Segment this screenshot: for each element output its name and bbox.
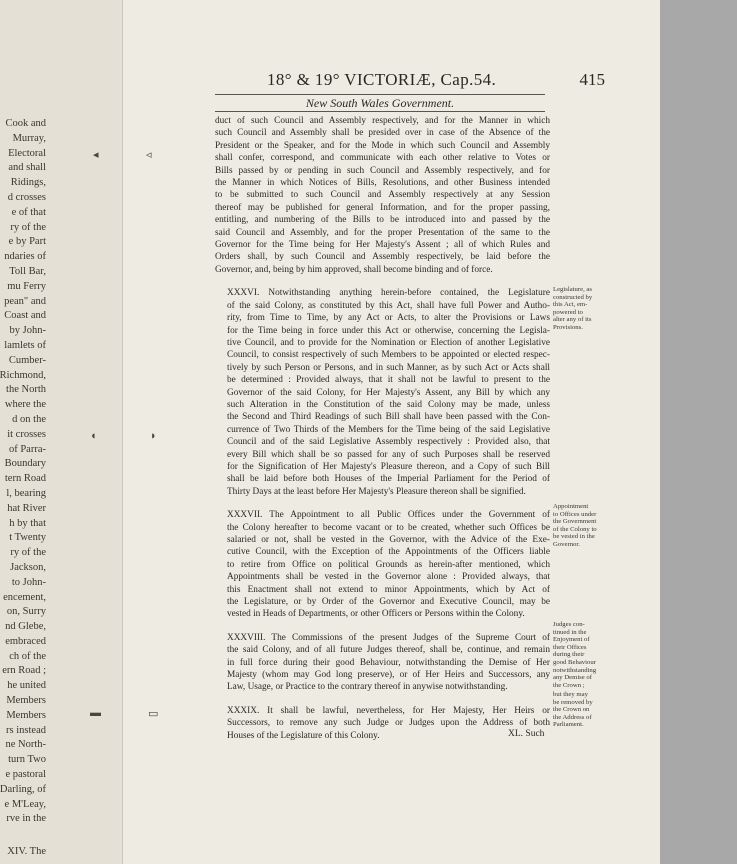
margin-note-legislature — [553, 286, 613, 332]
text-line: XXXVI. Notwithstanding anything herein-before contained, the Legislature — [227, 288, 550, 299]
facing-page-text — [0, 117, 46, 860]
margin-note-line: be vested in the — [553, 533, 595, 541]
facing-page-line: e M'Leay, — [4, 798, 46, 810]
facing-page-line: encement, — [3, 591, 46, 603]
text-line: tive Council, and to provide for the Nomination or Election of another Legislative — [227, 337, 550, 348]
facing-page-line: e of that — [11, 206, 46, 218]
text-line: be determined : Provided always, that it shall not be lawful to present to the — [227, 375, 550, 386]
text-line: entitling, and numbering of the Bills to be introduced into and passed by the — [215, 215, 550, 226]
text-line: this Enactment shall not extend to minor Appointments, which by Act of — [227, 584, 550, 595]
text-line: President or the Speaker, and for the Mode in which such Council and Assembly — [215, 140, 550, 151]
text-line: every Bill which shall be so passed for any of such Purposes shall be reserved — [227, 449, 550, 460]
binding-mark-icon: ◖ — [90, 430, 97, 442]
text-line: salaried or not, shall be vested in the Governor, with the Advice of the Exe- — [227, 535, 550, 545]
facing-page-line: Cumber- — [8, 354, 46, 366]
text-line: Successors, to remove any such Judge or Judges upon the Address of both — [227, 718, 550, 729]
margin-note-appointment — [553, 503, 613, 549]
margin-note-line: the Crown on — [553, 706, 590, 714]
facing-page-line: pean" and — [4, 295, 46, 307]
text-line: Houses of the Legislature of this Colony. — [227, 730, 380, 741]
text-line: the Colony hereafter to become vacant or to be created, whether such Offices be — [227, 522, 550, 533]
binding-mark-icon: ◂ — [93, 149, 99, 161]
facing-page-line: Darling, of — [0, 783, 46, 795]
facing-page-line: d on the — [12, 413, 46, 425]
margin-note-removal — [553, 691, 613, 729]
text-line: Majesty (whom may God long preserve), or of Her Heirs and Successors, any — [227, 670, 550, 681]
section-xxxviii — [215, 632, 550, 694]
facing-page-line: of Parra- — [8, 443, 46, 455]
facing-page-line: t Twenty — [9, 532, 46, 544]
margin-note-line: be removed by — [553, 698, 593, 706]
margin-note-line: their Offices — [553, 643, 587, 651]
text-line: Law, Usage, or Practice to the contrary thereof in anywise notwithstanding. — [227, 682, 508, 693]
running-title: 18° & 19° VICTORIÆ, Cap.54. — [267, 70, 497, 89]
margin-note-judges — [553, 621, 613, 689]
header-rule — [215, 94, 545, 95]
binding-mark-icon: ◃ — [146, 149, 152, 161]
facing-page-line: Boundary — [4, 458, 46, 470]
facing-page-line: mu Ferry — [7, 280, 46, 292]
margin-note-line: of the Colony to — [553, 525, 597, 533]
section-xxxvi — [215, 287, 550, 498]
margin-note-line: but they may — [553, 691, 588, 698]
margin-note-line: the Government — [553, 518, 597, 526]
margin-note-line: Judges con- — [553, 621, 585, 628]
text-line: rity, from Time to Time, by any Act or Acts, to alter the Provisions or Laws — [227, 313, 550, 324]
margin-note-line: constructed by — [553, 293, 593, 301]
text-line: Appointments shall be vested in the Governor alone : Provided always, that — [227, 572, 550, 583]
text-line: to retire from Office on political Grounds as herein-after mentioned, which — [227, 559, 550, 570]
text-line: Bills passed by or pending in such Council and Assembly respectively, and for — [215, 165, 550, 176]
facing-page-line: Ridings, — [10, 177, 46, 189]
text-line: XXXVIII. The Commissions of the present Judges of the Supreme Court of — [227, 632, 550, 643]
text-line: currence of Two Thirds of the Members for the Time being of the said Legislative — [227, 424, 550, 435]
facing-page-line: Cook and — [5, 118, 46, 129]
facing-page-line: ern Road ; — [2, 665, 46, 677]
body-text — [215, 115, 550, 742]
text-line: such Alteration in the Constitution of the said Colony may be made, unless — [227, 399, 550, 410]
margin-note-line: Legislature, as — [553, 286, 592, 293]
text-line: the Second and Third Readings of such Bill shall have been passed with the Con- — [227, 412, 550, 423]
facing-page-line: l, bearing — [6, 487, 46, 499]
margin-note-line: Enjoyment of — [553, 636, 590, 644]
facing-page-line: ne North- — [5, 739, 46, 751]
text-line: the Manner in which Notices of Bills, Resolutions, and other Business intended — [215, 178, 550, 189]
text-line: shall be laid before both Houses of the Imperial Parliament for the Period of — [227, 474, 550, 485]
section-xxxvii — [215, 509, 550, 621]
text-line: such Council and Assembly shall be presided over in case of the Absence of the — [215, 128, 550, 139]
margin-note-line: tinued in the — [553, 628, 587, 636]
page-number: 415 — [579, 70, 605, 89]
facing-page-line: Members — [6, 695, 46, 707]
binding-mark-icon: ▬ — [90, 707, 101, 719]
text-line: Governor, and, being by him approved, shall become binding and of force. — [215, 264, 493, 275]
facing-page-line: ndaries of — [4, 251, 46, 263]
facing-page-line: d crosses — [7, 191, 46, 203]
margin-note-line: Appointment — [553, 503, 589, 510]
margin-note-line: notwithstanding — [553, 666, 597, 674]
margin-note-line: this Act, em- — [553, 301, 588, 309]
facing-page-line: rs instead — [6, 724, 46, 736]
facing-page-line: embraced — [5, 635, 46, 647]
text-line: cutive Council, with the Exception of the Appointments of the Officers liable — [227, 547, 550, 558]
facing-page-line: nd Glebe, — [5, 621, 46, 633]
facing-page-line: Murray, — [12, 132, 46, 144]
facing-page-line: turn Two — [8, 754, 46, 766]
margin-note-line: the Crown ; — [553, 681, 585, 689]
margin-note-line: Parliament. — [553, 721, 584, 729]
text-line: to be submitted to such Council and Assembly respectively at any Session — [215, 190, 550, 201]
binding-mark-icon: ◗ — [150, 430, 157, 442]
margin-note-line: any Demise of — [553, 674, 592, 682]
facing-page-line: ry of the — [10, 221, 46, 233]
text-line: of the said Colony, as constituted by this Act, shall have full Power and Autho- — [227, 300, 550, 311]
text-line: duct of such Council and Assembly respectively, and for the Manner in which — [215, 116, 550, 126]
facing-page-line: Members — [6, 709, 46, 721]
margin-note-line: during their — [553, 651, 585, 659]
text-line: thereof may be published for general Information, and for the proper passing, — [215, 202, 550, 213]
facing-page-line: ch of the — [9, 650, 46, 662]
catchword: XL. Such — [508, 729, 545, 739]
text-line: vested in Heads of Departments, or other Officers or Persons within the Colony. — [227, 609, 525, 620]
facing-page-line: and shall — [8, 162, 46, 174]
facing-page-line: h by that — [9, 517, 46, 529]
margin-note-line: Governor. — [553, 540, 580, 548]
margin-note-line: to Offices under — [553, 510, 597, 518]
facing-page-line: he united — [7, 680, 46, 692]
subtitle-rule — [215, 111, 545, 112]
text-line: Governor of the said Colony, for Her Majesty's Assent, any Bill by which any — [227, 387, 550, 398]
facing-page-line: on, Surry — [6, 606, 46, 618]
paragraph-rules-orders — [215, 115, 550, 276]
text-line: in full force during their good Behaviour, notwithstanding the Demise of Her — [227, 657, 550, 668]
facing-page-line: it crosses — [7, 428, 46, 440]
facing-page-line: e pastoral — [5, 769, 46, 781]
text-line: Council, to consist respectively of such Members to be appointed or elected respec- — [227, 350, 550, 361]
facing-page-line: rve in the — [6, 813, 46, 825]
text-line: for the Time being in force under this Act or otherwise, concerning the Legisla- — [227, 325, 550, 336]
binding-mark-icon: ▭ — [148, 708, 159, 720]
facing-page — [0, 0, 123, 864]
facing-page-line: Coast and — [4, 310, 46, 322]
facing-page-line: by John- — [9, 325, 46, 337]
margin-note-line: powered to — [553, 308, 583, 316]
section-xxxix — [215, 705, 550, 742]
text-line: XXXIX. It shall be lawful, nevertheless, for Her Majesty, Her Heirs or — [227, 705, 550, 716]
facing-page-line: to John- — [11, 576, 46, 588]
facing-page-line: lamlets of — [4, 339, 46, 351]
text-line: Governor for the Time being for Her Majesty's Assent ; all of which Rules and — [215, 240, 550, 251]
facing-page-line: XIV. The — [7, 846, 46, 858]
text-line: tively by such Person or Persons, and in such Manner, as by such Act or Acts shall — [227, 362, 550, 373]
text-line: the said Colony, and of all future Judges thereof, shall be, continue, and remain — [227, 645, 550, 656]
text-line: the Legislature, or by Order of the Governor and Executive Council, may be — [227, 597, 550, 608]
text-line: XXXVII. The Appointment to all Public Offices under the Government of — [227, 510, 550, 521]
facing-page-line: ry of the — [10, 547, 46, 559]
facing-page-line: hat River — [7, 502, 46, 514]
text-line: Thirty Days at the least before Her Majesty's Pleasure thereon shall be signified. — [227, 486, 526, 497]
margin-note-line: good Behaviour — [553, 658, 596, 666]
text-line: Council and of the said Legislative Assembly respectively : Provided also, that — [227, 437, 550, 448]
facing-page-line: tern Road — [4, 473, 46, 485]
facing-page-line: Electoral — [8, 147, 46, 159]
facing-page-line: Jackson, — [10, 561, 46, 573]
text-line: for the Signification of Her Majesty's Pleasure thereon, and a Copy of such Bill — [227, 461, 550, 472]
scan-backdrop — [660, 0, 737, 864]
margin-note-line: Provisions. — [553, 323, 583, 331]
facing-page-line: the North — [6, 384, 46, 396]
margin-note-line: alter any of its — [553, 316, 592, 324]
facing-page-line: Richmond, — [0, 369, 46, 381]
margin-note-line: the Address of — [553, 713, 592, 721]
page-header — [215, 70, 605, 92]
act-subtitle: New South Wales Government. — [305, 96, 455, 110]
facing-page-line: Toll Bar, — [9, 265, 46, 277]
text-line: said Council and Assembly, and for the proper Presentation of the same to the — [215, 227, 550, 238]
facing-page-line: e by Part — [8, 236, 46, 248]
text-line: Orders shall, by such Council and Assembly respectively, be laid before the — [215, 252, 550, 263]
facing-page-line: where the — [4, 399, 46, 411]
text-line: shall confer, correspond, and communicate with each other relative to Votes or — [215, 153, 550, 164]
